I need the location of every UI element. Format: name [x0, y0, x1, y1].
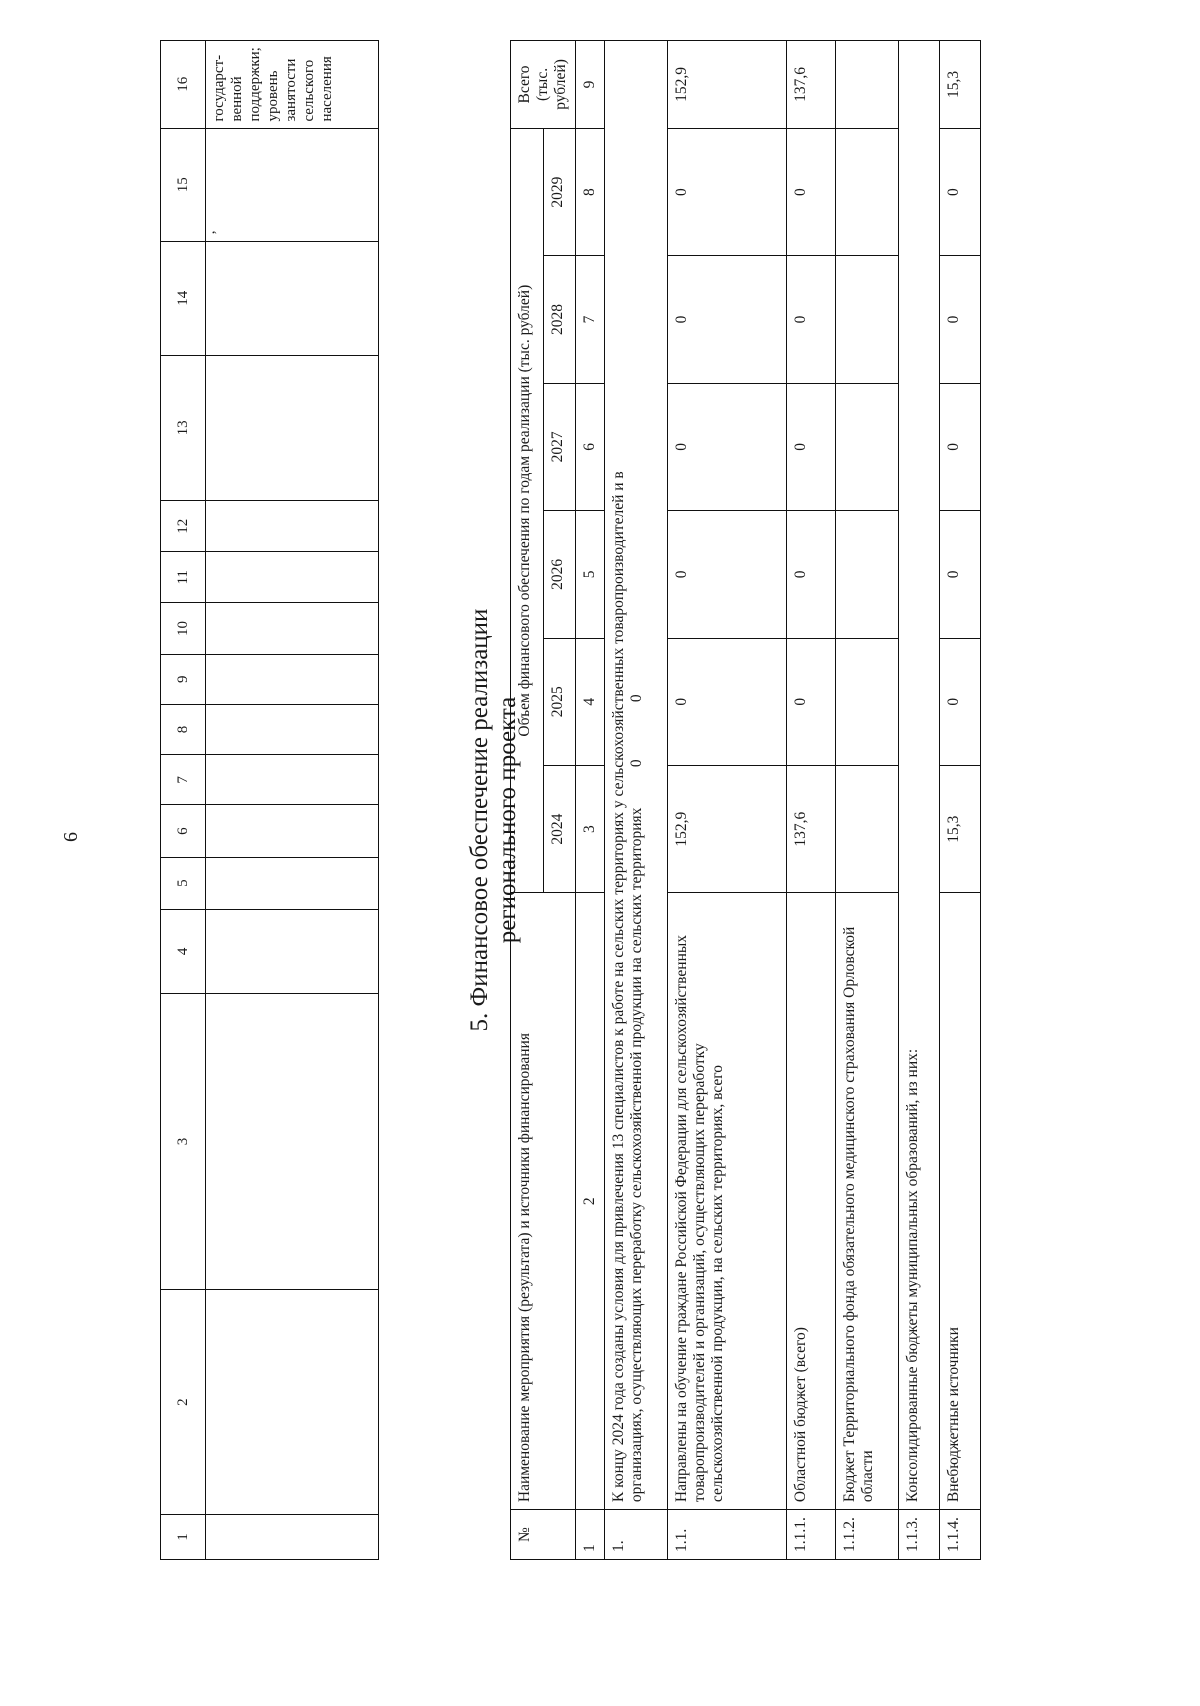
row-value-2024: 15,3 [940, 765, 981, 892]
header-year: 2029 [543, 128, 576, 255]
header-name: Наименование мероприятия (результата) и источники финансирования [511, 893, 576, 1510]
finance-row [787, 41, 836, 1560]
row-value-2024: 152,9 [668, 765, 787, 892]
row-total: 137,6 [787, 41, 836, 129]
header-year: 2026 [543, 511, 576, 638]
row-name: Консолидированные бюджеты муниципальных образований, из них: [899, 41, 940, 1510]
row-value-2026: 0 [787, 511, 836, 638]
row-value-2025: 0 [668, 638, 787, 765]
task-text-line-1: К концу 2024 года созданы условия для привлечения 13 специалистов к работе на сельских территориях у сельскохозяйственных товаропроизводителей и в [610, 471, 627, 1503]
task-no: 1. [605, 1510, 668, 1560]
row-value-2026: 0 [668, 511, 787, 638]
row-value-2028: 0 [940, 256, 981, 383]
header-volume: Объем финансового обеспечения по годам реализации (тыс. рублей) [511, 128, 544, 892]
col-header: 1 [161, 1515, 206, 1560]
cell [206, 654, 379, 704]
row-value-2025: 0 [940, 638, 981, 765]
row-value-2025 [836, 638, 899, 765]
cell-col16 [206, 41, 379, 129]
col-header: 15 [161, 128, 206, 242]
task-row [605, 41, 668, 1560]
header-year: 2028 [543, 256, 576, 383]
row-value-2027 [836, 383, 899, 510]
page-number: 6 [60, 832, 82, 842]
col-header: 3 [161, 993, 206, 1289]
col-header: 4 [161, 909, 206, 993]
finance-header-row-1 [511, 41, 544, 1560]
note-line: венной [229, 76, 245, 122]
continuation-header-row [161, 41, 206, 1560]
row-value-2029: 0 [940, 128, 981, 255]
index-cell: 7 [576, 256, 605, 383]
finance-row [668, 41, 787, 1560]
header-year: 2027 [543, 383, 576, 510]
row-name: Областной бюджет (всего) [787, 893, 836, 1510]
cell [206, 755, 379, 805]
task-value-2026: 0 [628, 694, 645, 703]
index-cell: 5 [576, 511, 605, 638]
cell [206, 805, 379, 857]
cell [206, 857, 379, 909]
row-value-2029: 0 [787, 128, 836, 255]
col-header: 14 [161, 242, 206, 356]
col-header: 6 [161, 805, 206, 857]
section-title: 5. Финансовое обеспечение реализации регионального проекта [466, 608, 521, 1032]
row-no: 1.1.2. [836, 1510, 899, 1560]
row-value-2028 [836, 256, 899, 383]
index-cell: 9 [576, 41, 605, 129]
row-value-2029: 0 [668, 128, 787, 255]
note-line: занятости [283, 58, 299, 122]
finance-row [899, 41, 940, 1560]
row-no: 1.1. [668, 1510, 787, 1560]
col-header: 10 [161, 603, 206, 654]
row-no: 1.1.4. [940, 1510, 981, 1560]
row-value-2025: 0 [787, 638, 836, 765]
row-value-2024 [836, 765, 899, 892]
continuation-table [160, 40, 379, 1560]
index-cell: 8 [576, 128, 605, 255]
cell [206, 909, 379, 993]
col-header: 5 [161, 857, 206, 909]
note-line: уровень [265, 70, 281, 122]
col-header: 12 [161, 501, 206, 552]
cell [206, 993, 379, 1289]
index-cell: 3 [576, 765, 605, 892]
row-total: 15,3 [940, 41, 981, 129]
header-total: Всего (тыс. рублей) [511, 41, 576, 129]
row-value-2029 [836, 128, 899, 255]
cell [206, 1515, 379, 1560]
index-cell: 2 [576, 893, 605, 1510]
task-text-line-2: организациях, осуществляющих переработку сельскохозяйственной продукции на сельских территориях 0 0 [628, 694, 645, 1503]
col-header: 8 [161, 704, 206, 754]
finance-row [836, 41, 899, 1560]
note-line: поддержки; [247, 47, 263, 122]
cell [206, 552, 379, 603]
index-cell: 4 [576, 638, 605, 765]
col-header: 9 [161, 654, 206, 704]
row-value-2027: 0 [940, 383, 981, 510]
note-line: сельского [301, 59, 317, 122]
note-line: населения [319, 56, 335, 122]
col-header: 16 [161, 41, 206, 129]
continuation-body-row [206, 41, 379, 1560]
row-name: Внебюджетные источники [940, 893, 981, 1510]
cell [206, 1290, 379, 1515]
row-value-2024: 137,6 [787, 765, 836, 892]
row-value-2026 [836, 511, 899, 638]
cell [206, 242, 379, 356]
row-value-2027: 0 [787, 383, 836, 510]
row-name: Бюджет Территориального фонда обязательного медицинского страхования Орловской области [836, 893, 899, 1510]
note-line: государст- [211, 54, 227, 122]
row-total [836, 41, 899, 129]
rotated-page-content [0, 40, 1110, 1620]
cell [206, 501, 379, 552]
row-name: Направлены на обучение граждане Российской Федерации для сельскохозяйственных товаропроизводителей и организаций, осуществляющих переработку сельскохозяйственной продукции, на сельских территориях, всего [668, 893, 787, 1510]
index-cell: 1 [576, 1510, 605, 1560]
index-cell: 6 [576, 383, 605, 510]
task-value-2025: 0 [628, 759, 645, 768]
col-header: 2 [161, 1290, 206, 1515]
row-value-2026: 0 [940, 511, 981, 638]
header-no: № [511, 1510, 576, 1560]
cell [206, 704, 379, 754]
cell-col15: ’ [206, 128, 379, 242]
finance-table [510, 40, 981, 1560]
row-no: 1.1.3. [899, 1510, 940, 1560]
col-header: 13 [161, 355, 206, 501]
row-value-2027: 0 [668, 383, 787, 510]
cell [206, 603, 379, 654]
col-header: 11 [161, 552, 206, 603]
finance-row [940, 41, 981, 1560]
task-text [605, 41, 668, 1510]
row-total: 152,9 [668, 41, 787, 129]
header-year: 2025 [543, 638, 576, 765]
row-value-2028: 0 [787, 256, 836, 383]
header-year: 2024 [543, 765, 576, 892]
col-header: 7 [161, 755, 206, 805]
finance-index-row [576, 41, 605, 1560]
row-value-2028: 0 [668, 256, 787, 383]
row-no: 1.1.1. [787, 1510, 836, 1560]
cell [206, 355, 379, 501]
